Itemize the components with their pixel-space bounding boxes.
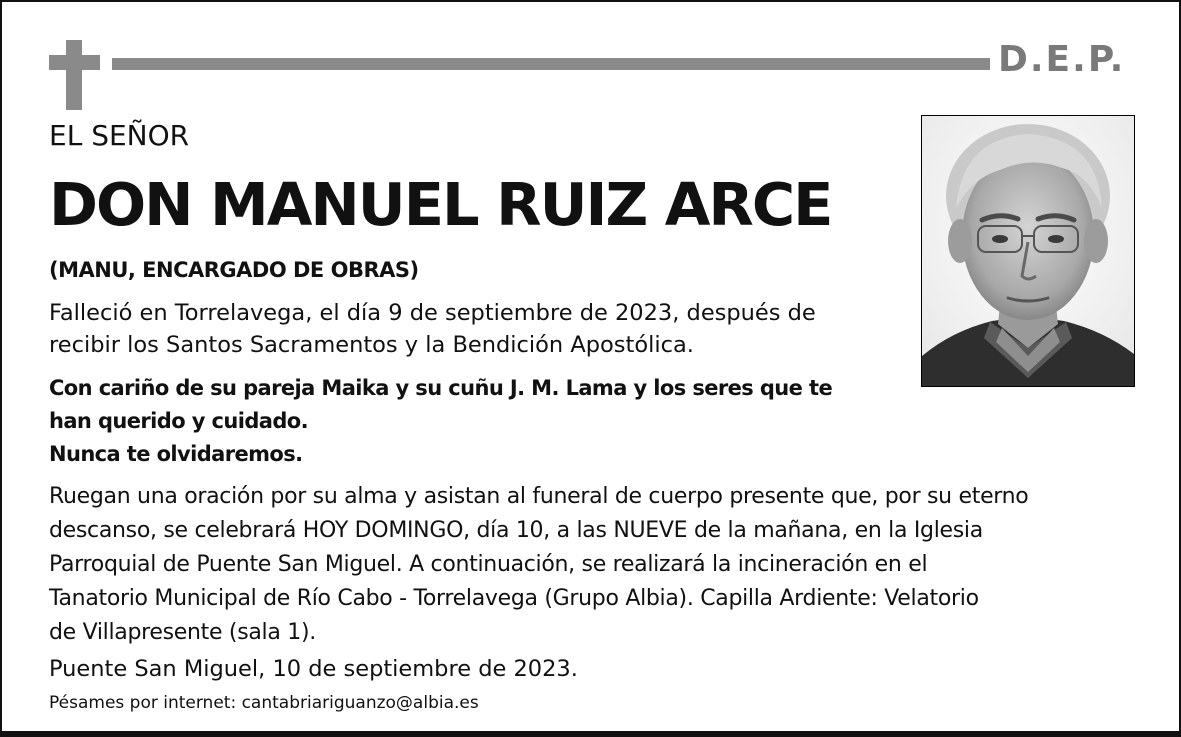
funeral-line: Ruegan una oración por su alma y asistan al funeral de cuerpo presente que, por su eterno [49, 484, 1029, 509]
funeral-line: Parroquial de Puente San Miguel. A continuación, se realizará la incineración en el [49, 552, 928, 577]
condolences-contact: Pésames por internet: cantabriariguanzo@albia.es [49, 693, 479, 713]
death-announcement [49, 297, 816, 361]
dep-label: D.E.P. [998, 39, 1126, 80]
portrait-illustration [922, 116, 1134, 386]
place-date: Puente San Miguel, 10 de septiembre de 2023. [49, 656, 578, 682]
dedication-line: Nunca te olvidaremos. [49, 442, 303, 466]
dedication-line: Con cariño de su pareja Maika y su cuñu J. M. Lama y los seres que te [49, 376, 833, 400]
funeral-line: de Villapresente (sala 1). [49, 620, 316, 645]
header-rule [112, 58, 990, 70]
funeral-details [49, 480, 1028, 650]
cross-horizontal-bar [49, 55, 100, 70]
death-line: recibir los Santos Sacramentos y la Bendición Apostólica. [49, 332, 694, 358]
dedication-line: han querido y cuidado. [49, 409, 308, 433]
funeral-line: Tanatorio Municipal de Río Cabo - Torrelavega (Grupo Albia). Capilla Ardiente: Velatorio [49, 586, 979, 611]
nickname: (MANU, ENCARGADO DE OBRAS) [49, 258, 419, 282]
funeral-line: descanso, se celebrará HOY DOMINGO, día 10, a las NUEVE de la mañana, en la Iglesia [49, 518, 983, 543]
family-dedication [49, 372, 832, 471]
portrait-photo [921, 115, 1135, 387]
death-line: Falleció en Torrelavega, el día 9 de septiembre de 2023, después de [49, 300, 816, 326]
cross-vertical-bar [66, 40, 82, 110]
title-prefix: EL SEÑOR [49, 119, 190, 152]
deceased-name: DON MANUEL RUIZ ARCE [49, 170, 832, 239]
